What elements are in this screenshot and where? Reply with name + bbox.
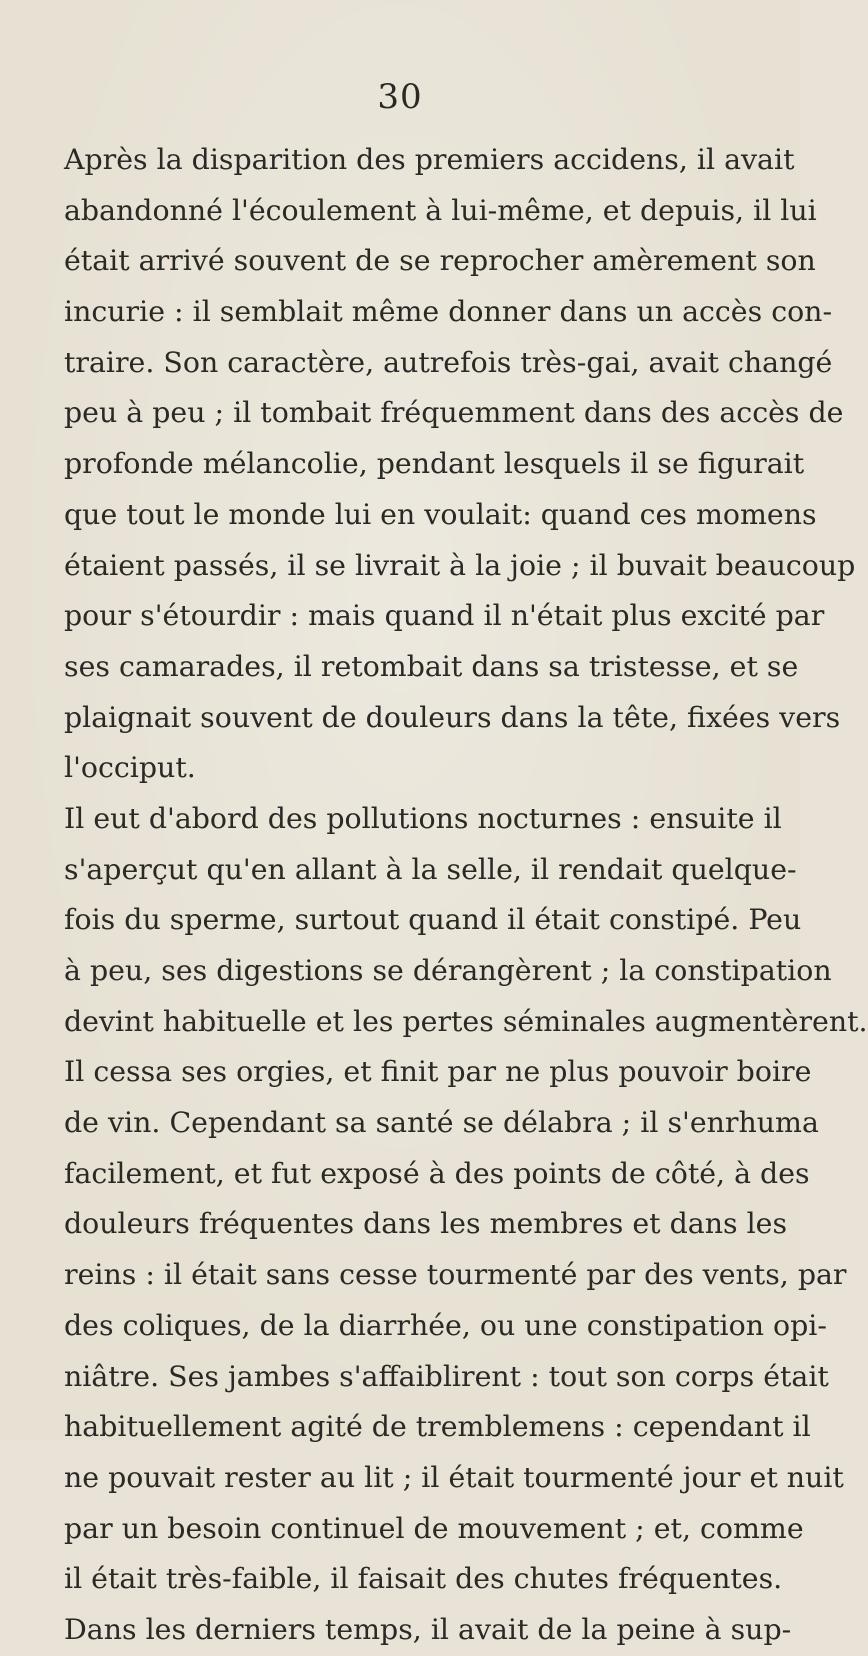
text-line: était arrivé souvent de se reprocher amèrement son bbox=[64, 244, 816, 278]
text-line: à peu, ses digestions se dérangèrent ; la constipation bbox=[64, 954, 832, 987]
text-line: devint habituelle et les pertes séminales augmentèrent. bbox=[64, 1004, 868, 1038]
text-line: de vin. Cependant sa santé se délabra ; il s'enrhuma bbox=[64, 1106, 819, 1140]
text-line: par un besoin continuel de mouvement ; et, comme bbox=[64, 1511, 804, 1545]
text-line: abandonné l'écoulement à lui-même, et depuis, il lui bbox=[64, 193, 817, 227]
body-text bbox=[64, 135, 868, 1656]
page-number: 30 bbox=[377, 77, 423, 117]
text-line: fois du sperme, surtout quand il était constipé. Peu bbox=[64, 903, 802, 937]
text-line: profonde mélancolie, pendant lesquels il se figurait bbox=[64, 447, 805, 481]
text-line: Il cessa ses orgies, et finit par ne plus pouvoir boire bbox=[64, 1055, 812, 1089]
text-line: ses camarades, il retombait dans sa tristesse, et se bbox=[64, 649, 799, 683]
text-line: Dans les derniers temps, il avait de la peine à sup- bbox=[64, 1612, 792, 1646]
text-line: douleurs fréquentes dans les membres et dans les bbox=[64, 1207, 788, 1241]
text-line: il était très-faible, il faisait des chutes fréquentes. bbox=[64, 1562, 783, 1596]
text-line: ne pouvait rester au lit ; il était tourmenté jour et nuit bbox=[64, 1460, 844, 1494]
text-line: incurie : il semblait même donner dans un accès con- bbox=[64, 295, 833, 329]
text-line: habituellement agité de tremblemens : cependant il bbox=[64, 1410, 811, 1444]
text-line: Il eut d'abord des pollutions nocturnes : ensuite il bbox=[64, 801, 782, 835]
text-line: plaignait souvent de douleurs dans la tête, fixées vers bbox=[64, 700, 841, 734]
text-line: traire. Son caractère, autrefois très-gai, avait changé bbox=[64, 345, 833, 379]
text-line: reins : il était sans cesse tourmenté par des vents, par bbox=[64, 1258, 847, 1292]
text-line: pour s'étourdir : mais quand il n'était plus excité par bbox=[64, 599, 825, 633]
text-line: l'occiput. bbox=[64, 751, 196, 785]
text-line: s'aperçut qu'en allant à la selle, il rendait quelque- bbox=[64, 852, 797, 886]
text-line: niâtre. Ses jambes s'affaiblirent : tout son corps était bbox=[64, 1359, 829, 1393]
text-line: peu à peu ; il tombait fréquemment dans des accès de bbox=[64, 396, 844, 430]
text-line: que tout le monde lui en voulait: quand ces momens bbox=[64, 497, 817, 531]
text-line: des coliques, de la diarrhée, ou une constipation opi- bbox=[64, 1308, 827, 1342]
text-line: étaient passés, il se livrait à la joie ; il buvait beaucoup bbox=[64, 548, 856, 582]
text-line: facilement, et fut exposé à des points de côté, à des bbox=[64, 1156, 810, 1190]
text-line: Après la disparition des premiers accidens, il avait bbox=[64, 143, 795, 176]
